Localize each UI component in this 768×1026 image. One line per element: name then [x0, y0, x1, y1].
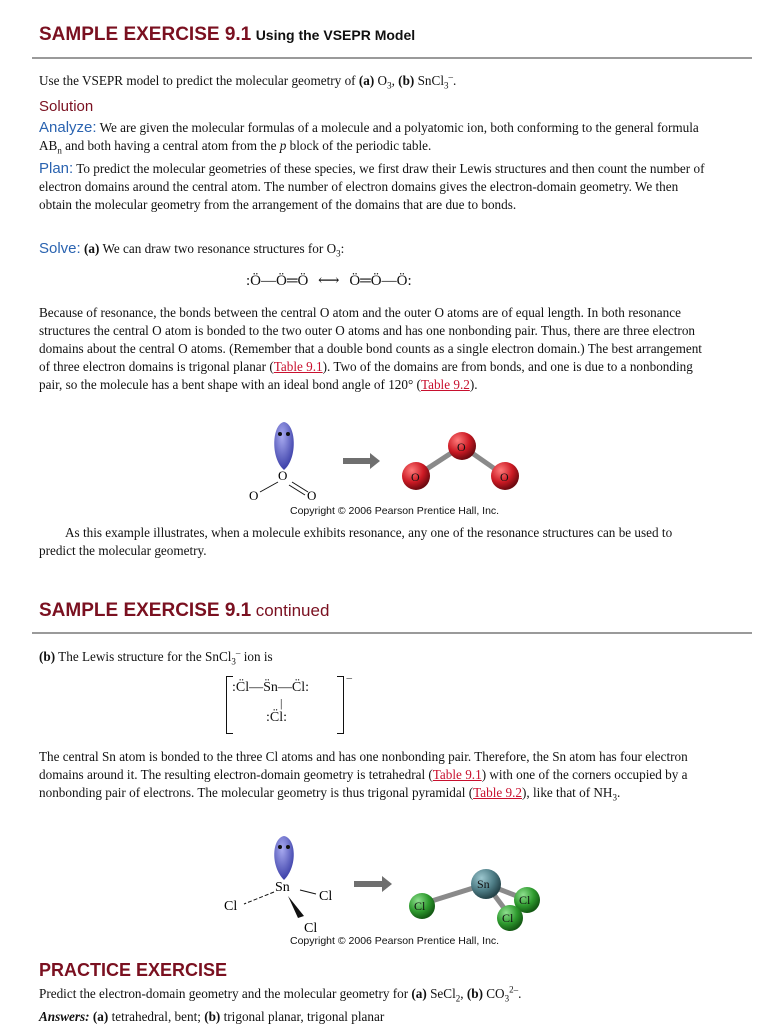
table-9-1-link[interactable]: Table 9.1 — [432, 767, 482, 782]
divider — [32, 632, 752, 634]
ball-o-left: O — [411, 470, 420, 484]
solve-paragraph: Solve: (a) We can draw two resonance structures for $O_3$: — [39, 240, 345, 259]
exercise-number: SAMPLE EXERCISE 9.1 — [39, 24, 252, 45]
cl-bottom-label: Cl — [304, 921, 318, 936]
ball-cl-left: Cl — [414, 899, 426, 913]
practice-heading: PRACTICE EXERCISE — [39, 960, 228, 980]
resonance-right: Ö═Ö—Ö: — [349, 273, 412, 289]
solve-label: Solve: — [39, 240, 81, 257]
copyright-1: Copyright © 2006 Pearson Prentice Hall, Inc. — [290, 505, 500, 517]
ball-cl-bottom: Cl — [502, 911, 514, 925]
continued-heading: SAMPLE EXERCISE 9.1 continued — [39, 600, 330, 621]
lewis-top-row: :C̈l—S̈n—C̈l: — [232, 680, 310, 695]
right-o-label: O — [307, 488, 317, 503]
left-o-label: O — [249, 488, 259, 503]
ball-o-right: O — [500, 470, 509, 484]
sncl3-explanation: The central Sn atom is bonded to the three Cl atoms and has one nonbonding pair. Therefore, the Sn atom has four electron domains around it. The resulting electron-domain geometry is tetrahedral (Table 9.1) with one of the corners occupied by a nonbonding pair of electrons. The molecular geometry is thus trigonal pyramidal (Table 9.2), like that of $NH_3$. — [39, 749, 688, 803]
cl-right-label: Cl — [319, 889, 333, 904]
ball-cl-right: Cl — [519, 893, 531, 907]
table-9-2-link[interactable]: Table 9.2 — [473, 785, 522, 800]
cl-left-label: Cl — [224, 899, 238, 914]
lone-pair-lobe — [274, 836, 294, 880]
exercise-prompt: Use the VSEPR model to predict the molecular geometry of (a) $O_3$, (b) SnCl$_3$–. — [39, 71, 457, 91]
table-9-2-link[interactable]: Table 9.2 — [420, 377, 470, 392]
resonance-arrow: ⟷ — [318, 273, 340, 289]
resonance-note: As this example illustrates, when a molecule exhibits resonance, any one of the resonance structures can be used to predict the molecular geometry. — [39, 525, 673, 558]
lewis-bond: | — [280, 696, 283, 710]
resonance-explanation: Because of resonance, the bonds between the central O atom and the outer O atoms are of equal length. In both resonance structures the central O atom is bonded to the two outer O atoms and has one nonbonding pair. Thus, there are three electron domains about the central O atoms. (Remember that a double bond counts as a single electron domain.) The best arrangement of three electron domains is trigonal planar (Table 9.1). Two of the domains are from bonds, and one is due to a nonbonding pair, so the molecule has a bent shape with an ideal bond angle of 120° (Table 9.2). — [39, 305, 702, 392]
lewis-structure: – :C̈l—S̈n—C̈l: | :C̈l: — [226, 676, 344, 734]
practice-prompt: Predict the electron-domain geometry and the molecular geometry for (a) SeCl$_2$, (b) $CO_3^{2-}$. — [39, 984, 522, 1004]
ball-sn: Sn — [477, 877, 490, 891]
resonance-left: :Ö—Ö═Ö — [246, 273, 309, 289]
plan-label: Plan: — [39, 160, 74, 177]
analyze-label: Analyze: — [39, 119, 97, 136]
practice-answers: Answers: (a) tetrahedral, bent; (b) trigonal planar, trigonal planar — [39, 1009, 385, 1024]
copyright-2: Copyright © 2006 Pearson Prentice Hall, Inc. — [290, 935, 500, 947]
answers-label: Answers: — [39, 1009, 90, 1024]
exercise-subtitle: Using the VSEPR Model — [255, 27, 416, 43]
analyze-paragraph: Analyze: We are given the molecular formulas of a molecule and a polyatomic ion, both conforming to the general formula $AB_n$ and both having a central atom from the p block of the periodic table. — [39, 119, 699, 156]
ozone-figure — [240, 418, 540, 518]
lone-pair-lobe — [274, 422, 294, 470]
sncl3-figure — [222, 834, 562, 938]
solution-label: Solution — [39, 98, 94, 115]
central-o-label: O — [278, 468, 288, 483]
lewis-bottom-row: :C̈l: — [266, 710, 288, 725]
table-9-1-link[interactable]: Table 9.1 — [273, 359, 323, 374]
resonance-structures — [246, 271, 412, 290]
ball-o-center: O — [457, 440, 466, 454]
arrow-icon — [343, 453, 380, 469]
sncl3-intro: (b) The Lewis structure for the SnCl$_3$– ion is — [39, 647, 273, 667]
arrow-icon — [354, 876, 392, 892]
sn-label: Sn — [275, 880, 290, 895]
plan-paragraph: Plan: To predict the molecular geometries of these species, we first draw their Lewis structures and then count the number of electron domains around the central atom. The number of electron domains gives the electron-domain geometry. We then obtain the molecular geometry from the arrangement of the domains that are due to bonds. — [39, 160, 705, 212]
divider — [32, 57, 752, 59]
exercise-heading — [39, 24, 415, 46]
